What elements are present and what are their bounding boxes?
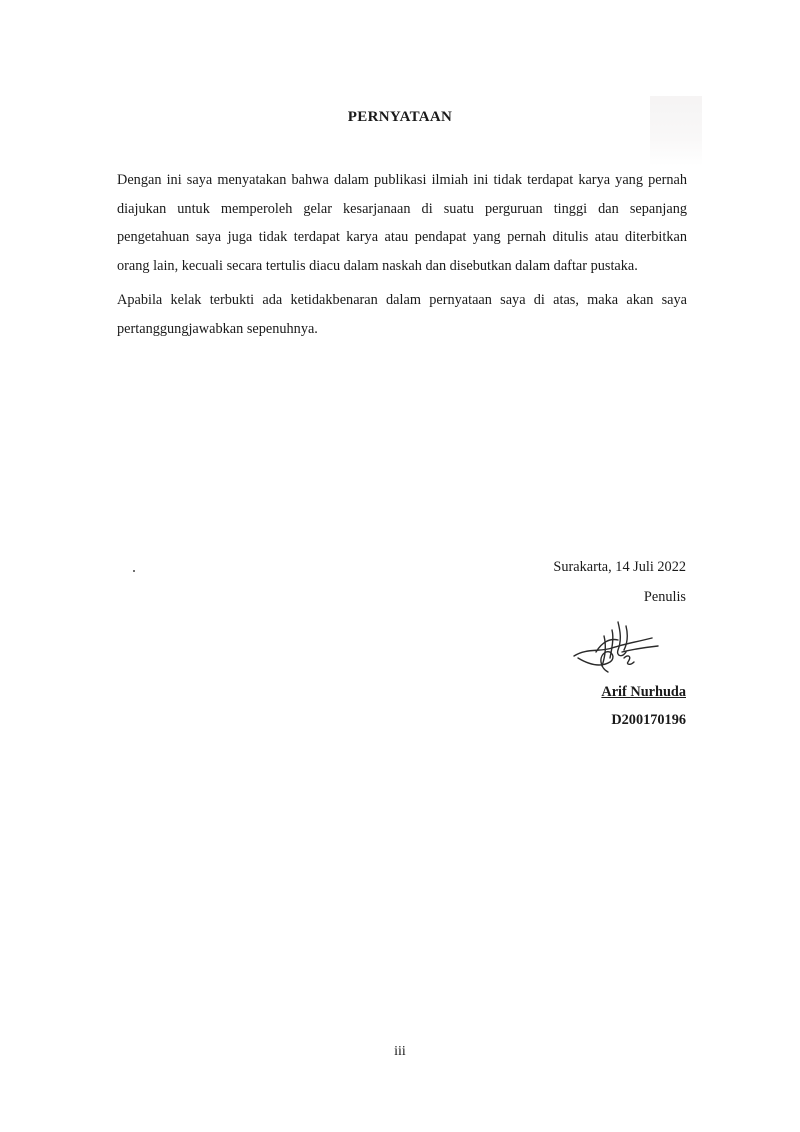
statement-body (117, 166, 687, 349)
page-title: PERNYATAAN (347, 109, 453, 125)
place-date: Surakarta, 14 Juli 2022 (553, 559, 686, 575)
statement-paragraph-1: Dengan ini saya menyatakan bahwa dalam publikasi ilmiah ini tidak terdapat karya yang pernah diajukan untuk memperoleh gelar kesarjanaan di suatu perguruan tinggi dan sepanjang pengetahuan saya juga tidak terdapat karya atau pendapat yang pernah ditulis atau diterbitkan orang lain, kecuali secara tertulis diacu dalam naskah dan disebutkan dalam daftar pustaka. (117, 172, 687, 274)
signature-block (490, 552, 686, 734)
handwritten-signature-icon (566, 612, 666, 678)
statement-paragraph-2: Apabila kelak terbukti ada ketidakbenaran dalam pernyataan saya di atas, maka akan saya pertanggungjawabkan sepenuhnya. (117, 292, 687, 337)
scan-smudge (650, 96, 702, 166)
page-number: iii (394, 1044, 406, 1059)
author-role: Penulis (643, 589, 686, 605)
student-id: D200170196 (611, 712, 686, 728)
scan-speck (133, 570, 135, 572)
author-name: Arif Nurhuda (601, 684, 686, 700)
